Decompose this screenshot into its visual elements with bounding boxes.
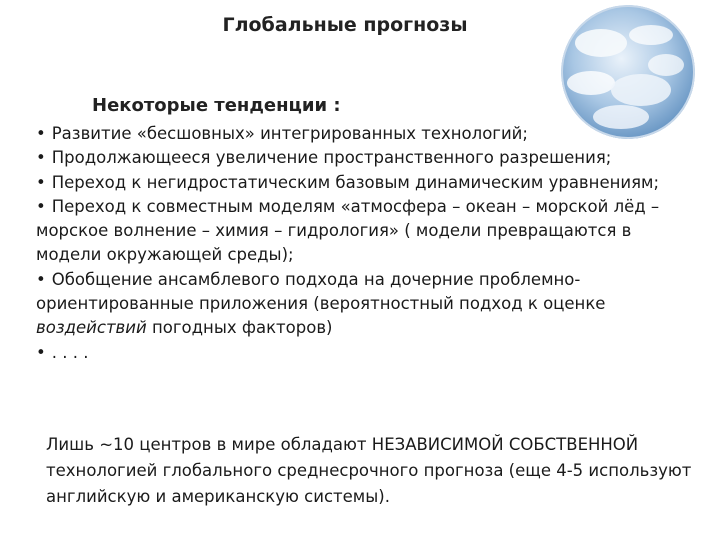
bullet-mark: • <box>36 172 46 192</box>
bullet-mark: • <box>36 196 46 216</box>
globe-illustration <box>561 5 695 139</box>
list-item <box>36 122 666 146</box>
list-item <box>36 268 666 341</box>
list-item-text: Обобщение ансамблевого подхода на дочерние проблемно-ориентированные приложения (вероятностный подход к оценке <box>36 269 606 314</box>
bullet-mark: • <box>36 342 46 362</box>
trends-heading: Некоторые тенденции : <box>92 95 341 116</box>
list-item-text: Развитие «бесшовных» интегрированных технологий; <box>51 124 528 143</box>
list-item-text: . . . . <box>51 342 89 362</box>
globe-image <box>561 5 695 139</box>
list-item-text: Переход к совместным моделям «атмосфера – океан – морской лёд – морское волнение – химия – гидрология» ( модели превращаются в модели окружающей среды); <box>36 196 660 265</box>
bullet-mark: • <box>36 148 46 168</box>
list-item-tail: погодных факторов) <box>146 318 333 338</box>
list-item <box>36 195 666 268</box>
italic-word: воздействий <box>36 318 147 338</box>
trends-list <box>36 122 666 365</box>
bullet-mark: • <box>36 124 46 143</box>
centers-note: Лишь ~10 центров в мире обладают НЕЗАВИСИМОЙ СОБСТВЕННОЙ технологией глобального среднесрочного прогноза (еще 4-5 используют английскую и американскую системы). <box>46 435 692 506</box>
list-item <box>36 146 666 170</box>
page-title: Глобальные прогнозы <box>222 14 468 36</box>
list-item-text: Переход к негидростатическим базовым динамическим уравнениям; <box>51 172 660 192</box>
list-item <box>36 171 666 195</box>
bullet-mark: • <box>36 269 46 289</box>
list-item-text: Продолжающееся увеличение пространственного разрешения; <box>51 148 612 168</box>
list-item <box>36 341 666 365</box>
